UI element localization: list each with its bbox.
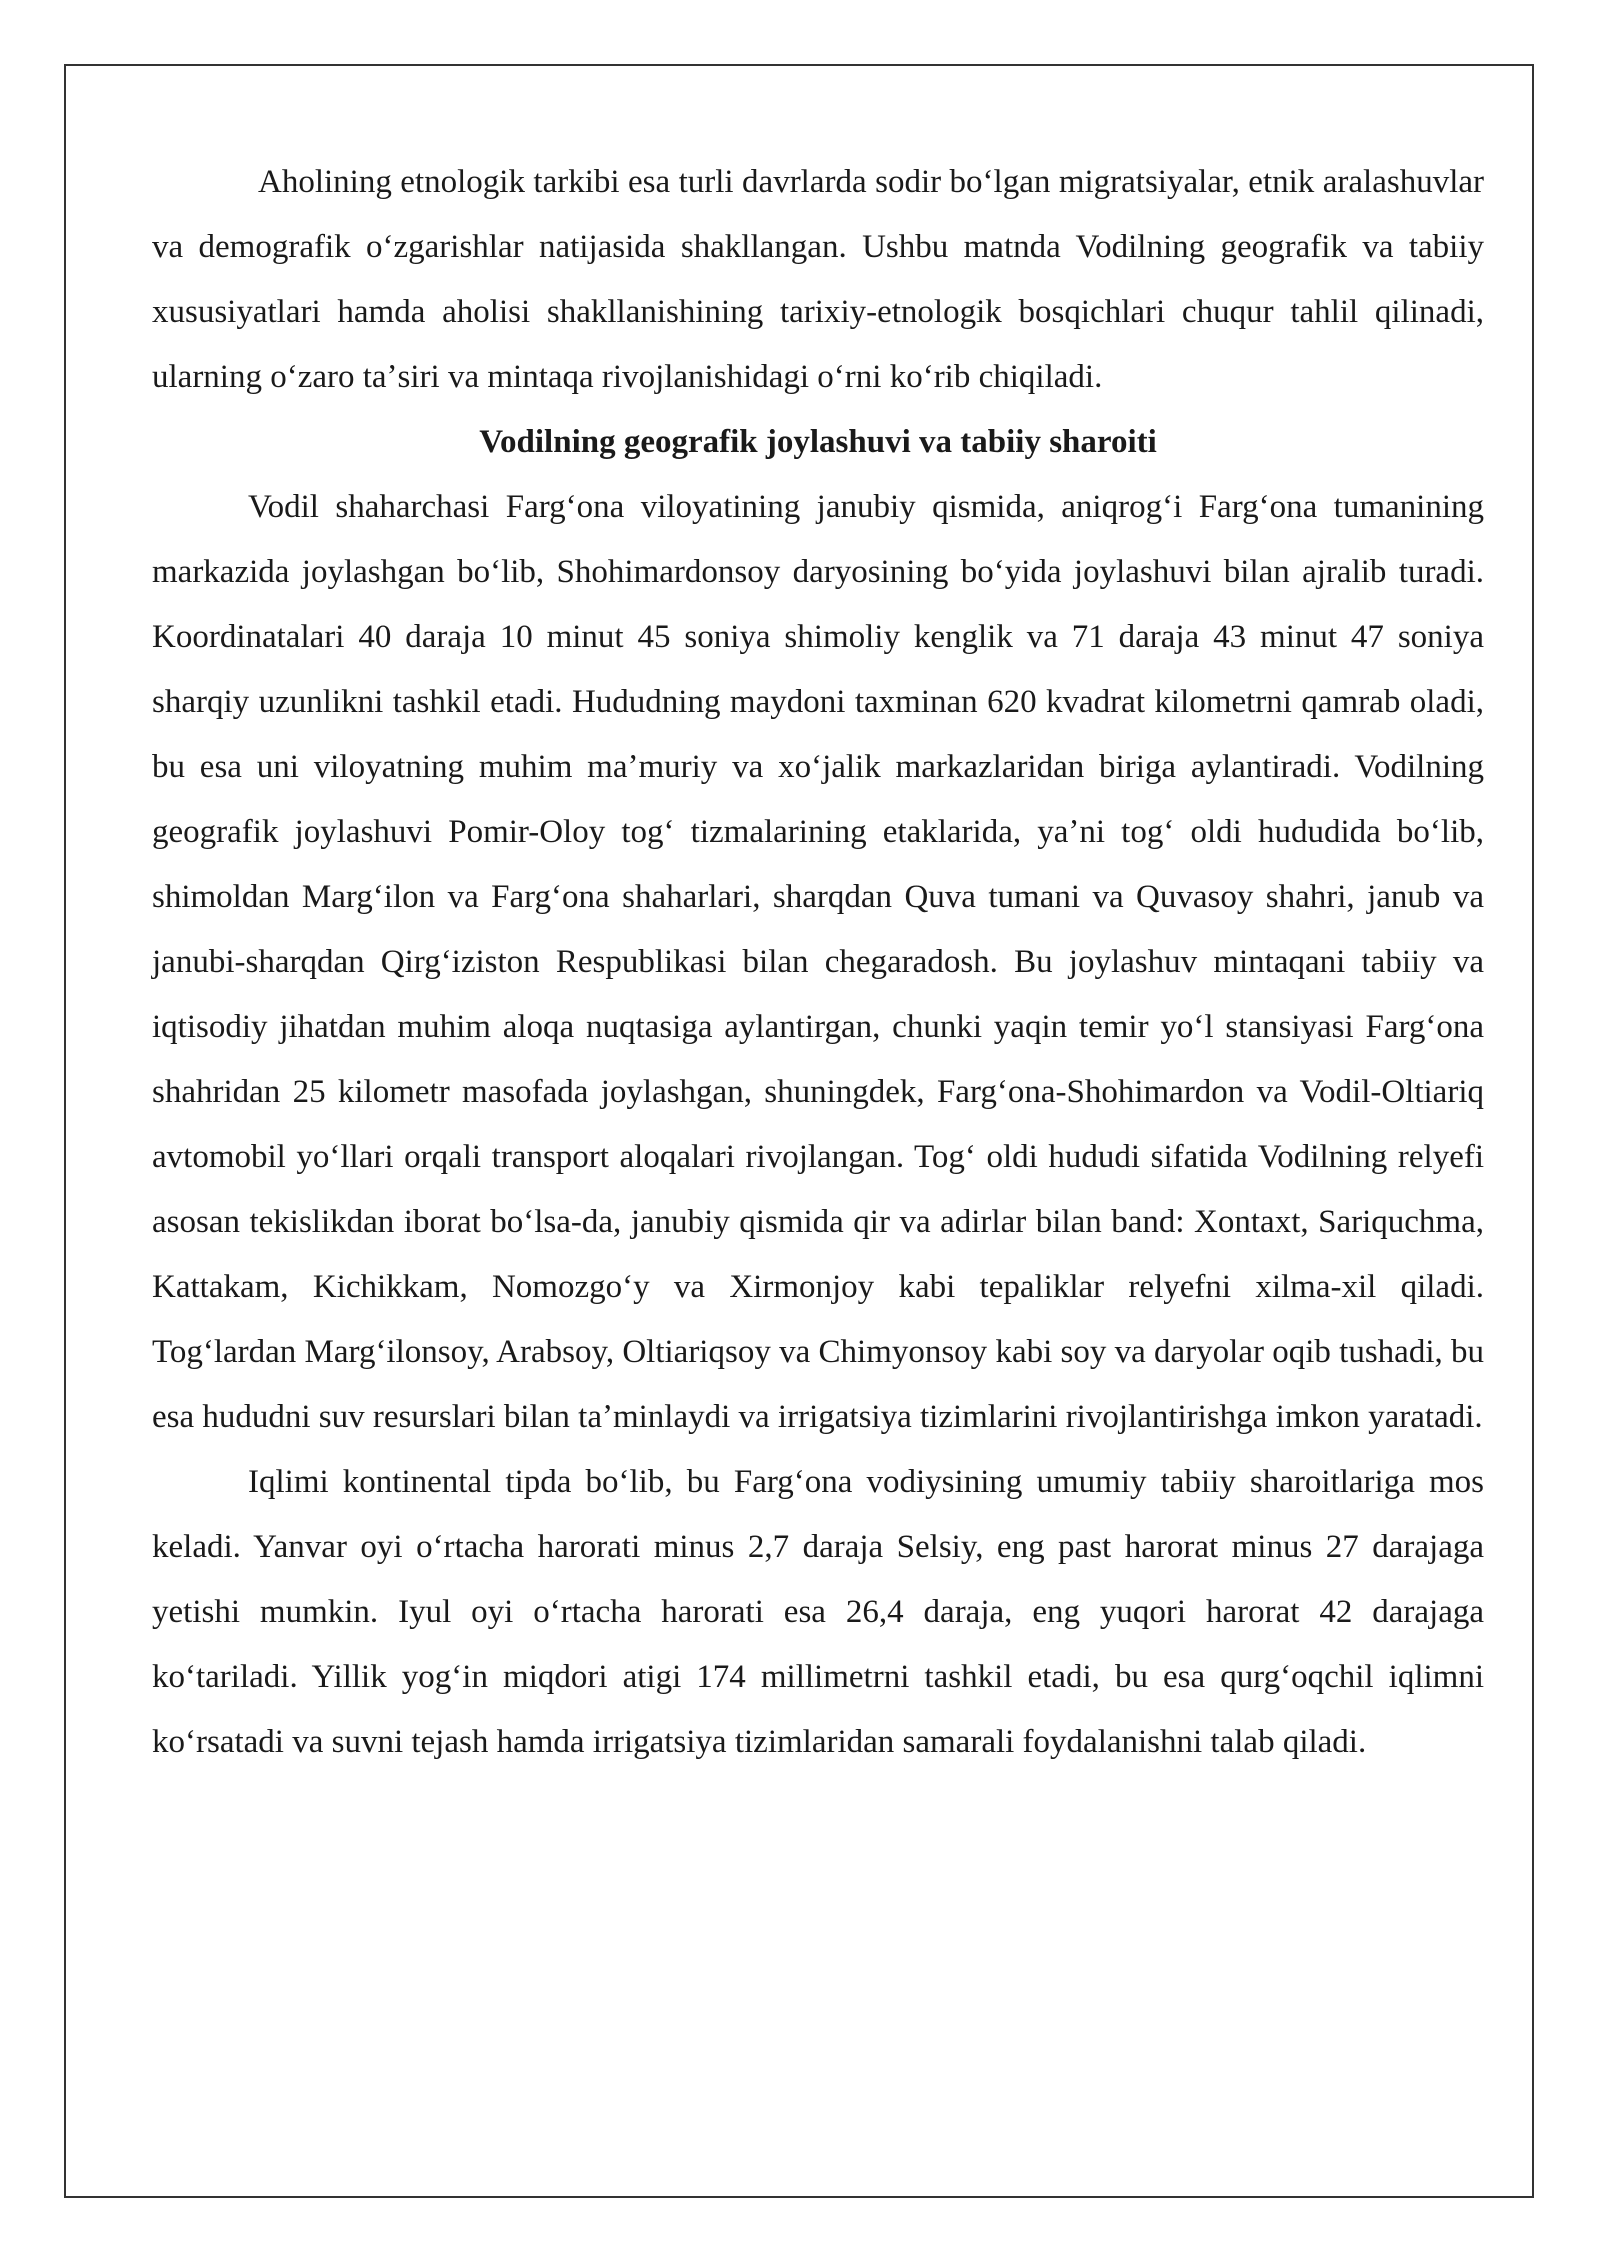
paragraph-intro: Aholining etnologik tarkibi esa turli davrlarda sodir boʻlgan migratsiyalar, etnik aralashuvlar va demografik oʻzgarishlar natijasida shakllangan. Ushbu matnda Vodilning geografik va tabiiy xususiyatlari hamda aholisi shakllanishining tarixiy-etnologik bosqichlari chuqur tahlil qilinadi, ularning oʻzaro taʼsiri va mintaqa rivojlanishidagi oʻrni koʻrib chiqiladi.	[152, 164, 1484, 395]
paragraph-climate: Iqlimi kontinental tipda boʻlib, bu Fargʻona vodiysining umumiy tabiiy sharoitlariga mos keladi. Yanvar oyi oʻrtacha harorati minus 2,7 daraja Selsiy, eng past harorat minus 27 darajaga yetishi mumkin. Iyul oyi oʻrtacha harorati esa 26,4 daraja, eng yuqori harorat 42 darajaga koʻtariladi. Yillik yogʻin miqdori atigi 174 millimetrni tashkil etadi, bu esa qurgʻoqchil iqlimni koʻrsatadi va suvni tejash hamda irrigatsiya tizimlaridan samarali foydalanishni talab qiladi.	[152, 1464, 1484, 1760]
document-body	[152, 150, 1484, 1775]
section-heading: Vodilning geografik joylashuvi va tabiiy sharoiti	[479, 424, 1157, 460]
paragraph-geography: Vodil shaharchasi Fargʻona viloyatining janubiy qismida, aniqrogʻi Fargʻona tumanining markazida joylashgan boʻlib, Shohimardonsoy daryosining boʻyida joylashuvi bilan ajralib turadi. Koordinatalari 40 daraja 10 minut 45 soniya shimoliy kenglik va 71 daraja 43 minut 47 soniya sharqiy uzunlikni tashkil etadi. Hududning maydoni taxminan 620 kvadrat kilometrni qamrab oladi, bu esa uni viloyatning muhim maʼmuriy va xoʻjalik markazlaridan biriga aylantiradi. Vodilning geografik joylashuvi Pomir-Oloy togʻ tizmalarining etaklarida, yaʼni togʻ oldi hududida boʻlib, shimoldan Margʻilon va Fargʻona shaharlari, sharqdan Quva tumani va Quvasoy shahri, janub va janubi-sharqdan Qirgʻiziston Respublikasi bilan chegaradosh. Bu joylashuv mintaqani tabiiy va iqtisodiy jihatdan muhim aloqa nuqtasiga aylantirgan, chunki yaqin temir yoʻl stansiyasi Fargʻona shahridan 25 kilometr masofada joylashgan, shuningdek, Fargʻona-Shohimardon va Vodil-Oltiariq avtomobil yoʻllari orqali transport aloqalari rivojlangan. Togʻ oldi hududi sifatida Vodilning relyefi asosan tekislikdan iborat boʻlsa-da, janubiy qismida qir va adirlar bilan band: Xontaxt, Sariquchma, Kattakam, Kichikkam, Nomozgoʻy va Xirmonjoy kabi tepaliklar relyefni xilma-xil qiladi. Togʻlardan Margʻilonsoy, Arabsoy, Oltiariqsoy va Chimyonsoy kabi soy va daryolar oqib tushadi, bu esa hududni suv resurslari bilan taʼminlaydi va irrigatsiya tizimlarini rivojlantirishga imkon yaratadi.	[152, 489, 1484, 1435]
